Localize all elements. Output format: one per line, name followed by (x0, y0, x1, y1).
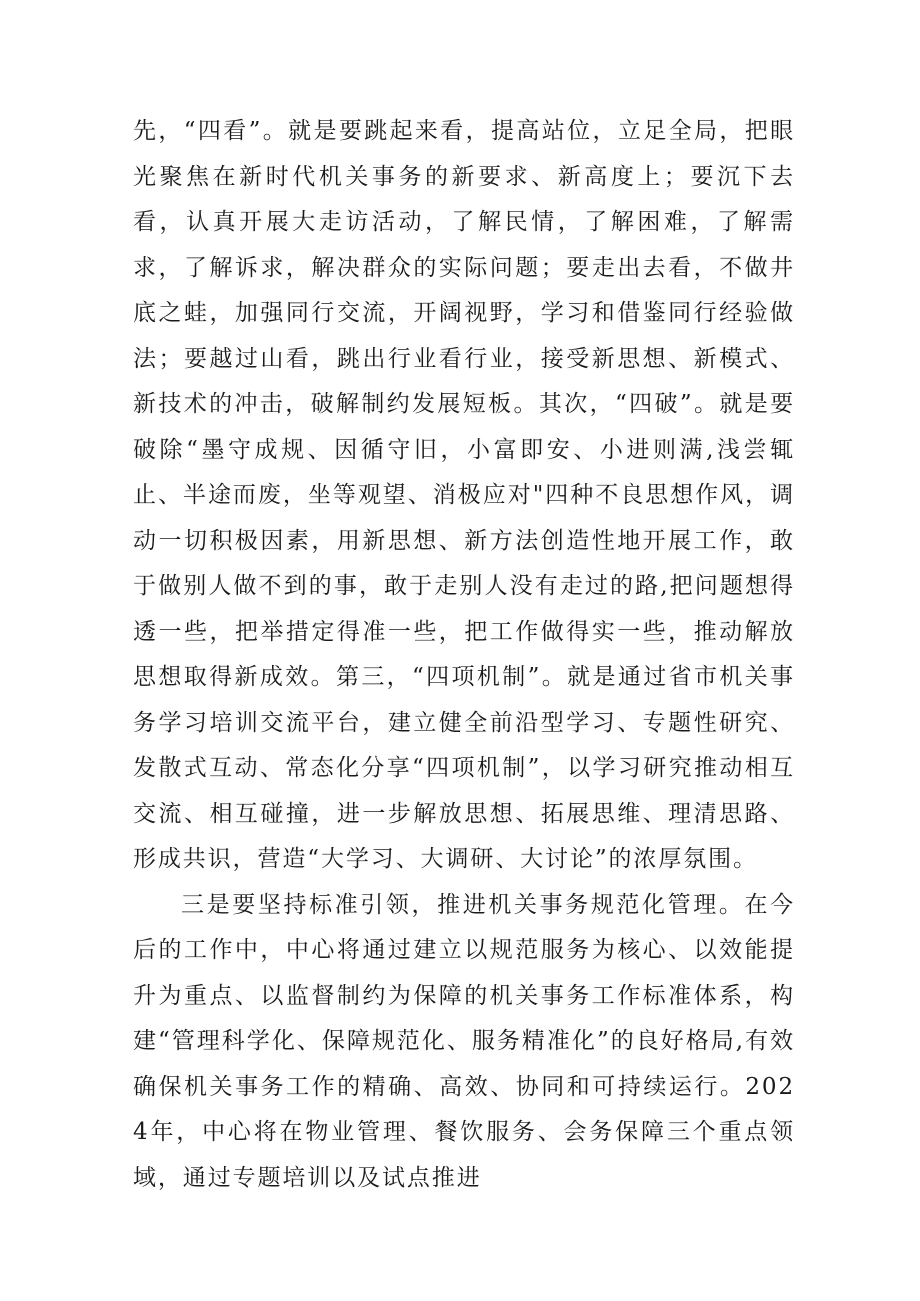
document-body (133, 109, 795, 1201)
paragraph-standards: 三是要坚持标准引领，推进机关事务规范化管理。在今后的工作中，中心将通过建立以规范服务为核心、以效能提升为重点、以监督制约为保障的机关事务工作标准体系，构建“管理科学化、保障规范化、服务精准化”的良好格局,有效确保机关事务工作的精确、高效、协同和可持续运行。2024年，中心将在物业管理、餐饮服务、会务保障三个重点领域，通过专题培训以及试点推进 (133, 891, 795, 1191)
paragraph-continuation: 先，“四看”。就是要跳起来看，提高站位，立足全局，把眼光聚焦在新时代机关事务的新要求、新高度上；要沉下去看，认真开展大走访活动，了解民情，了解困难，了解需求，了解诉求，解决群众的实际问题；要走出去看，不做井底之蛙，加强同行交流，开阔视野，学习和借鉴同行经验做法；要越过山看，跳出行业看行业，接受新思想、新模式、新技术的冲击，破解制约发展短板。其次，“四破”。就是要破除“墨守成规、因循守旧，小富即安、小进则满,浅尝辄止、半途而废，坐等观望、消极应对"四种不良思想作风，调动一切积极因素，用新思想、新方法创造性地开展工作，敢于做别人做不到的事，敢于走别人没有走过的路,把问题想得透一些，把举措定得准一些，把工作做得实一些，推动解放思想取得新成效。第三，“四项机制”。就是通过省市机关事务学习培训交流平台，建立健全前沿型学习、专题性研究、发散式互动、常态化分享“四项机制”，以学习研究推动相互交流、相互碰撞，进一步解放思想、拓展思维、理清思路、形成共识，营造“大学习、大调研、大讨论”的浓厚氛围。 (133, 118, 795, 872)
